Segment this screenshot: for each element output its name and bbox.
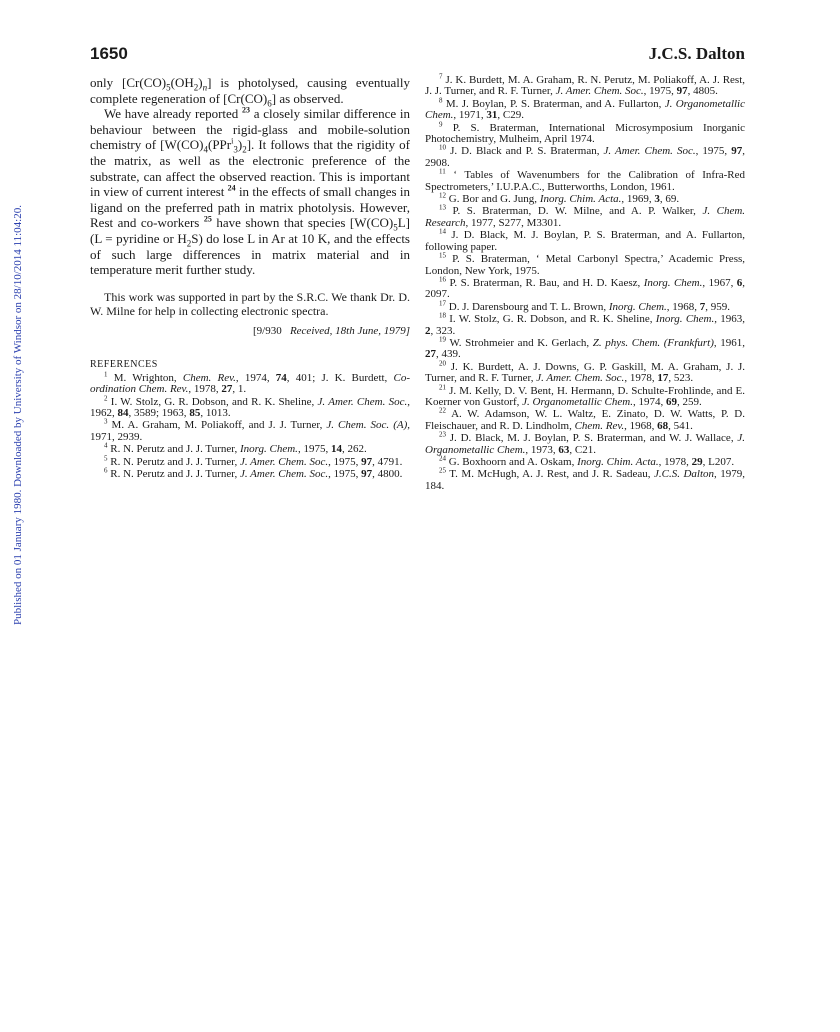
reference-number: 11: [439, 167, 446, 176]
reference-number: 3: [104, 417, 108, 426]
reference-item: $^{15}$ P. S. Braterman, ‘ Metal Carbonyl Spectra,’ Academic Press, London, New York, 1975.: [425, 251, 746, 277]
page-header: [90, 44, 745, 70]
reference-number: 6: [104, 466, 108, 475]
reference-number: 19: [439, 335, 446, 344]
reference-item: $^{12}$ G. Bor and G. Jung, Inorg. Chim. Acta., 1969, 3, 69.: [439, 191, 680, 206]
journal-title: J.C.S. Dalton: [648, 44, 745, 63]
reference-number: 14: [439, 227, 446, 236]
reference-number: 15: [439, 251, 446, 260]
reference-item: $^{24}$ G. Boxhoorn and A. Oskam, Inorg. Chim. Acta., 1978, 29, L207.: [439, 454, 735, 468]
acknowledgement: This work was supported in part by the S.R.C. We thank Dr. D. W. Milne for help in collecting electronic spectra.: [90, 289, 410, 318]
reference-number: 25: [439, 466, 446, 475]
reference-item: $^{11}$ ‘ Tables of Wavenumbers for the Calibration of Infra-Red Spectrometers,’ I.U.P.A.C., Butterworths, London, 1961.: [425, 167, 746, 193]
reference-number: 13: [439, 203, 446, 212]
body-paragraph-1: only $[Cr(CO)_5(OH_2)_n]$ is photolysed, causing eventually complete regeneration of $[Cr(CO)_6]$ as observed.: [90, 75, 410, 109]
reference-number: 17: [439, 299, 446, 308]
references-list-right: [425, 72, 746, 492]
reference-number: 22: [439, 406, 446, 415]
reference-number: 16: [439, 275, 446, 284]
reference-item: $^8$ M. J. Boylan, P. S. Braterman, and A. Fullarton, J. Organometallic Chem., 1971, 31, C29.: [425, 96, 745, 122]
reference-item: $^{13}$ P. S. Braterman, D. W. Milne, and A. P. Walker, J. Chem. Research, 1977, S277, M3301.: [425, 203, 746, 229]
reference-item: $^4$ R. N. Perutz and J. J. Turner, Inorg. Chem., 1975, 14, 262.: [104, 441, 367, 456]
reference-number: 7: [439, 72, 443, 81]
page-number: 1650: [90, 44, 128, 63]
download-watermark: Published on 01 January 1980. Downloaded by University of Windsor on 28/10/2014 11:04:20.: [12, 205, 24, 625]
reference-item: $^6$ R. N. Perutz and J. J. Turner, J. Amer. Chem. Soc., 1975, 97, 4800.: [104, 466, 403, 480]
reference-number: 18: [439, 311, 446, 320]
reference-number: 4: [104, 441, 108, 450]
reference-item: $^5$ R. N. Perutz and J. J. Turner, J. Amer. Chem. Soc., 1975, 97, 4791.: [104, 453, 403, 468]
reference-item: $^{19}$ W. Strohmeier and K. Gerlach, Z. phys. Chem. (Frankfurt), 1961, 27, 439.: [425, 335, 745, 361]
reference-item: $^{22}$ A. W. Adamson, W. L. Waltz, E. Zinato, D. W. Watts, P. D. Fleischauer, and R. D. Lindholm, Chem. Rev., 1968, 68, 541.: [425, 406, 746, 432]
reference-item: $^{20}$ J. K. Burdett, A. J. Downs, G. P. Gaskill, M. A. Graham, J. J. Turner, and R. F. Turner, J. Amer. Chem. Soc., 1978, 17, 523.: [425, 359, 746, 385]
reference-number: 10: [439, 143, 446, 152]
reference-item: $^7$ J. K. Burdett, M. A. Graham, R. N. Perutz, M. Poliakoff, A. J. Rest, J. J. Turner, and R. F. Turner, J. Amer. Chem. Soc., 1975, 97, 4805.: [425, 72, 746, 98]
reference-number: 20: [439, 359, 446, 368]
reference-item: $^2$ I. W. Stolz, G. R. Dobson, and R. K. Sheline, J. Amer. Chem. Soc., 1962, 84, 3589; 1963, 85, 1013.: [90, 393, 410, 419]
left-column: [90, 75, 410, 481]
reference-number: 5: [104, 453, 108, 462]
reference-item: $^{18}$ I. W. Stolz, G. R. Dobson, and R. K. Sheline, Inorg. Chem., 1963, 2, 323.: [425, 311, 745, 337]
reference-item: $^9$ P. S. Braterman, International Microsymposium Inorganic Photochemistry, Mulheim, April 1974.: [425, 119, 746, 146]
received-date: [9/930 Received, 18th June, 1979]: [252, 324, 410, 337]
reference-number: 12: [439, 191, 446, 200]
watermark-sidebar: [4, 205, 24, 625]
right-column: [425, 72, 746, 493]
references-heading: REFERENCES: [90, 358, 158, 370]
reference-item: $^1$ M. Wrighton, Chem. Rev., 1974, 74, 401; J. K. Burdett, Co-ordination Chem. Rev., 1978, 27, 1.: [90, 370, 410, 396]
reference-item: $^{21}$ J. M. Kelly, D. V. Bent, H. Hermann, D. Schulte-Frohlinde, and E. Koerner von Gustorf, J. Organometallic Chem., 1974, 69, 259.: [425, 382, 745, 408]
reference-number: 24: [439, 454, 446, 463]
reference-item: $^{17}$ D. J. Darensbourg and T. L. Brown, Inorg. Chem., 1968, 7, 959.: [439, 299, 731, 313]
reference-item: $^3$ M. A. Graham, M. Poliakoff, and J. J. Turner, J. Chem. Soc. (A), 1971, 2939.: [90, 417, 410, 443]
body-paragraph-2: We have already reported $^{23}$ a closely similar difference in behaviour between the rigid-glass and mobile-solution chemistry of $[W(CO)_4(PPr^i_3)_2]$. It follows that the rigidity of the matrix, as well as the electronic preference of the substrate, can affect the observed reaction. This is important in view of current interest $^{24}$ in the effects of small changes in ligand on the preferred path in matrix photolysis. However, Rest and co-workers $^{25}$ have shown that species $[W(CO)_5L] (L$ = pyridine or $H_2S$) do lose L in Ar at 10 K, and the effects of such large differences in matrix material and in temperature merit further study.: [90, 105, 411, 278]
reference-number: 9: [439, 119, 443, 128]
references-list-left: [90, 370, 410, 481]
reference-item: $^{14}$ J. D. Black, M. J. Boylan, P. S. Braterman, and A. Fullarton, following paper.: [425, 227, 745, 253]
reference-number: 2: [104, 393, 108, 402]
reference-item: $^{25}$ T. M. McHugh, A. J. Rest, and J. R. Sadeau, J.C.S. Dalton, 1979, 184.: [425, 466, 746, 492]
reference-number: 21: [439, 382, 446, 391]
reference-item: $^{10}$ J. D. Black and P. S. Braterman, J. Amer. Chem. Soc., 1975, 97, 2908.: [425, 143, 746, 169]
reference-number: 23: [439, 430, 446, 439]
reference-item: $^{16}$ P. S. Braterman, R. Bau, and H. D. Kaesz, Inorg. Chem., 1967, 6, 2097.: [425, 275, 746, 301]
reference-number: 1: [104, 370, 108, 379]
reference-number: 8: [439, 96, 443, 105]
reference-item: $^{23}$ J. D. Black, M. J. Boylan, P. S. Braterman, and W. J. Wallace, J. Organometallic Chem., 1973, 63, C21.: [425, 430, 745, 456]
